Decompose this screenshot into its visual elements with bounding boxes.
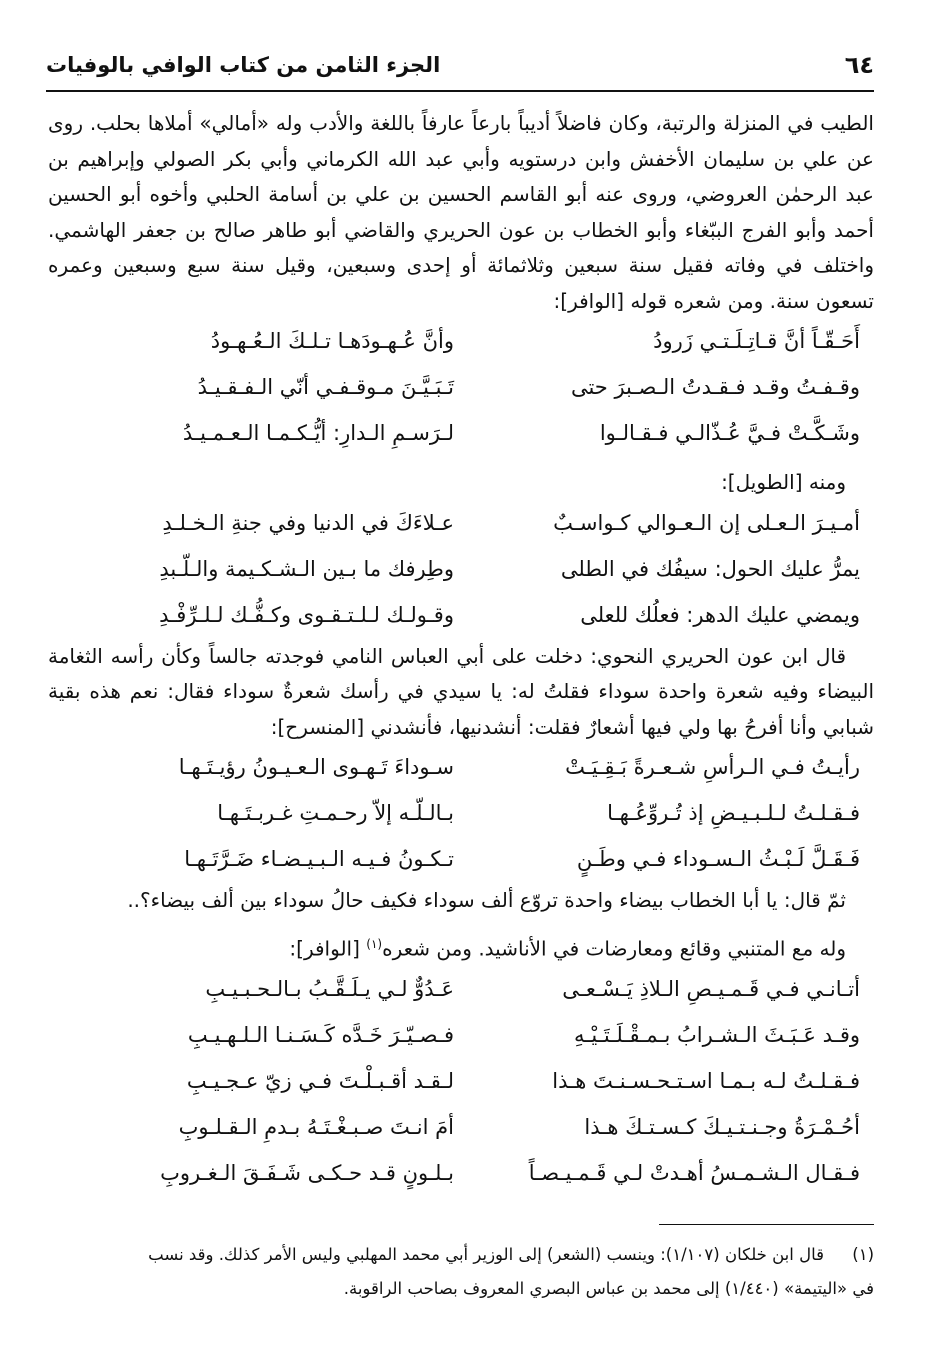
first-hemistich: فـقـال الـشـمـسُ أهـدتْ لـي قَـمـيـصـاً bbox=[528, 1160, 860, 1185]
verse bbox=[48, 1105, 874, 1151]
second-hemistich: سـوداءَ تَـهـوى الـعـيـونُ رؤيـتَـهـا bbox=[178, 755, 454, 780]
footnote-line bbox=[48, 1272, 874, 1306]
page-header bbox=[46, 40, 874, 92]
footnote-marker: (١) bbox=[852, 1245, 874, 1264]
mutanabbi-intro bbox=[48, 927, 874, 967]
text-line: وإبراهيم بن عبد الرحمٰن العروضي، وروى عنه أبو القاسم الحسين بن علي بن أسامة الحلبي bbox=[48, 146, 874, 206]
footnote-ref[interactable]: (١) bbox=[366, 936, 383, 951]
second-hemistich: بـلـونٍ قـد حـكـى شَـفَـقَ الـغـروبِ bbox=[160, 1160, 454, 1185]
second-hemistich: وأنَّ عُـهـودَهـا تـلـكَ الـعُـهـودُ bbox=[210, 329, 454, 354]
poem-munsarih bbox=[48, 745, 874, 883]
first-hemistich: أَحَـقّـاً أنَّ قـاتِـلَـتـي زَرودُ bbox=[653, 329, 860, 354]
first-hemistich: رأيـتُ فـي الـرأسِ شـعـرةً بَـقِـيَـتْ bbox=[565, 755, 860, 780]
verse bbox=[48, 501, 874, 547]
poem-wafir-2 bbox=[48, 967, 874, 1197]
second-hemistich: تـكـونُ فـيـه الـبـيـضـاء ضَـرَّتَـهـا bbox=[184, 847, 454, 872]
footnote-text: قال ابن خلكان (١/١٠٧): وينسب (الشعر) إلى الوزير أبي محمد المهلبي وليس الأمر كذلك. وقد نسب bbox=[148, 1245, 824, 1264]
verse bbox=[48, 547, 874, 593]
verse bbox=[48, 837, 874, 883]
first-hemistich: أتـانـي فـي قَـمـيـصِ الـلاذِ يَـسْـعـى bbox=[562, 976, 860, 1001]
story-paragraph bbox=[48, 639, 874, 746]
second-hemistich: لـرَسـمِ الـدارِ: أيُّـكـمـا الـعـمـيـدُ bbox=[182, 421, 454, 446]
page-body bbox=[48, 106, 874, 1197]
poem-tawil bbox=[48, 501, 874, 639]
verse bbox=[48, 365, 874, 411]
first-hemistich: وشَـكَّـتْ فـيَّ عُـذّالـي فـقـالـوا bbox=[599, 421, 860, 446]
meter-label: [الوافر]: bbox=[289, 936, 360, 961]
second-hemistich: أمَ انـتَ صـبـغْـتَـهُ بـدمِ الـقـلـوبِ bbox=[178, 1114, 454, 1139]
verse bbox=[48, 319, 874, 365]
footnote bbox=[48, 1238, 874, 1306]
second-hemistich: عـلاءَكَ في الدنيا وفي جنةِ الـخـلـدِ bbox=[162, 510, 454, 535]
text-line: وأخوه أبو الحسين أحمد وأبو الفرج الببّغاء وأبو الخطاب بن عون الحريري والقاضي أبو طاهر bbox=[48, 182, 874, 242]
first-hemistich: أمـيـرَ الـعـلى إن الـعـوالي كـواسـبٌ bbox=[553, 510, 860, 535]
first-hemistich: فَـقَـلَّ لَـبْـثُ الـسـوداء فـي وطَـنٍ bbox=[576, 847, 860, 872]
verse bbox=[48, 745, 874, 791]
intro-text: وله مع المتنبي وقائع ومعارضات في الأناشيد. ومن شعره bbox=[382, 936, 846, 961]
spacer bbox=[48, 919, 874, 927]
first-hemistich: يمرُّ عليك الحول: سيفُك في الطلى bbox=[560, 556, 860, 581]
first-hemistich: وقـد عَـبَـثَ الـشـرابُ بـمـقْـلَـتَـيْـهِ bbox=[573, 1022, 860, 1047]
first-hemistich: فـقـلـتُ لـه بـمـا اسـتـحـسـنـتَ هـذا bbox=[552, 1068, 860, 1093]
tawil-intro: ومنه [الطويل]: bbox=[721, 470, 846, 494]
first-hemistich: ويمضي عليك الدهر: فعلُك للعلى bbox=[580, 602, 860, 627]
verse bbox=[48, 411, 874, 457]
text-line: روى عن علي بن سليمان الأخفش وابن درستويه وأبي عبد الله الكرماني وأبي بكر الصولي bbox=[48, 111, 874, 171]
footnote-text: في «اليتيمة» (١/٤٤٠) إلى محمد بن عباس البصري المعروف بصاحب الراقوبة. bbox=[343, 1279, 874, 1298]
second-hemistich: فـصـيّـرَ خَـدَّه كَـسَـنـا الـلـهـيـبِ bbox=[187, 1022, 454, 1047]
verse bbox=[48, 1059, 874, 1105]
first-hemistich: وقـفـتُ وقـد فـقـدتُ الـصـبرَ حتى bbox=[570, 375, 860, 400]
text-line: الطيب في المنزلة والرتبة، وكان فاضلاً أديباً بارعاً عارفاً باللغة والأدب وله «أمالي» أملاها بحلب. bbox=[89, 111, 874, 135]
text-line: صالح بن جعفر الهاشمي. واختلف في وفاته فقيل سنة سبعين وثلاثمائة أو إحدى وسبعين، وقيل bbox=[48, 217, 875, 277]
text-line: سنة سبع وسبعين وعمره تسعون سنة. ومن شعره قوله [الوافر]: bbox=[48, 253, 874, 313]
page-number: ٦٤ bbox=[844, 51, 874, 79]
first-hemistich: أحُـمْـرَةُ وجـنـتـيـكَ كـسـتـكَ هـذا bbox=[584, 1114, 860, 1139]
spacer bbox=[48, 457, 874, 465]
verse bbox=[48, 967, 874, 1013]
verse bbox=[48, 1013, 874, 1059]
verse bbox=[48, 791, 874, 837]
intro-paragraph bbox=[48, 106, 874, 319]
second-hemistich: تَـبَـيَّـنَ مـوقـفـي أنّي الـفـقـيـدُ bbox=[197, 375, 454, 400]
text-line: قال ابن عون الحريري النحوي: دخلت على أبي العباس النامي فوجدته جالساً وكأن رأسه bbox=[110, 643, 847, 668]
second-hemistich: وطِرفك ما بـين الـشـكـيمة والـلّـبدِ bbox=[159, 556, 454, 581]
verse bbox=[48, 1151, 874, 1197]
footnote-line bbox=[48, 1238, 874, 1272]
second-hemistich: وقـولـك لـلـتـقـوى وكـفُّـك لـلـرِّفْـدِ bbox=[159, 602, 454, 627]
verse bbox=[48, 593, 874, 639]
footnote-divider bbox=[659, 1224, 874, 1225]
second-hemistich: لـقـد أقـبـلْـتَ فـي زيّ عـجـيـبِ bbox=[186, 1068, 454, 1093]
poem-wafir-1 bbox=[48, 319, 874, 457]
text-line: الثغامة البيضاء وفيه شعرة واحدة سوداء فقلتُ له: يا سيدي في رأسك شعرةٌ سوداء فقال: نعم bbox=[48, 643, 874, 703]
second-hemistich: بـالـلّـه إلاّ رحـمـتِ غـربـتَـهـا bbox=[217, 801, 454, 826]
first-hemistich: فـقـلـتُ لـلـبـيـضِ إذ تُـروِّعُـهـا bbox=[607, 801, 860, 826]
running-title: الجزء الثامن من كتاب الوافي بالوفيات bbox=[46, 53, 441, 77]
text-line: هذه بقية شبابي وأنا أفرحُ بها ولي فيها أشعارٌ فقلت: أنشدنيها، فأنشدني [المنسرح]: bbox=[48, 679, 874, 739]
story-conclusion: ثمّ قال: يا أبا الخطاب بيضاء واحدة تروّع ألف سوداء فكيف حالُ سوداء بين ألف بيضاء؟.. bbox=[127, 888, 846, 912]
second-hemistich: عَـدُوٌّ لـي يـلَـقَّـبُ بـالـحـبـيـبِ bbox=[205, 976, 454, 1001]
